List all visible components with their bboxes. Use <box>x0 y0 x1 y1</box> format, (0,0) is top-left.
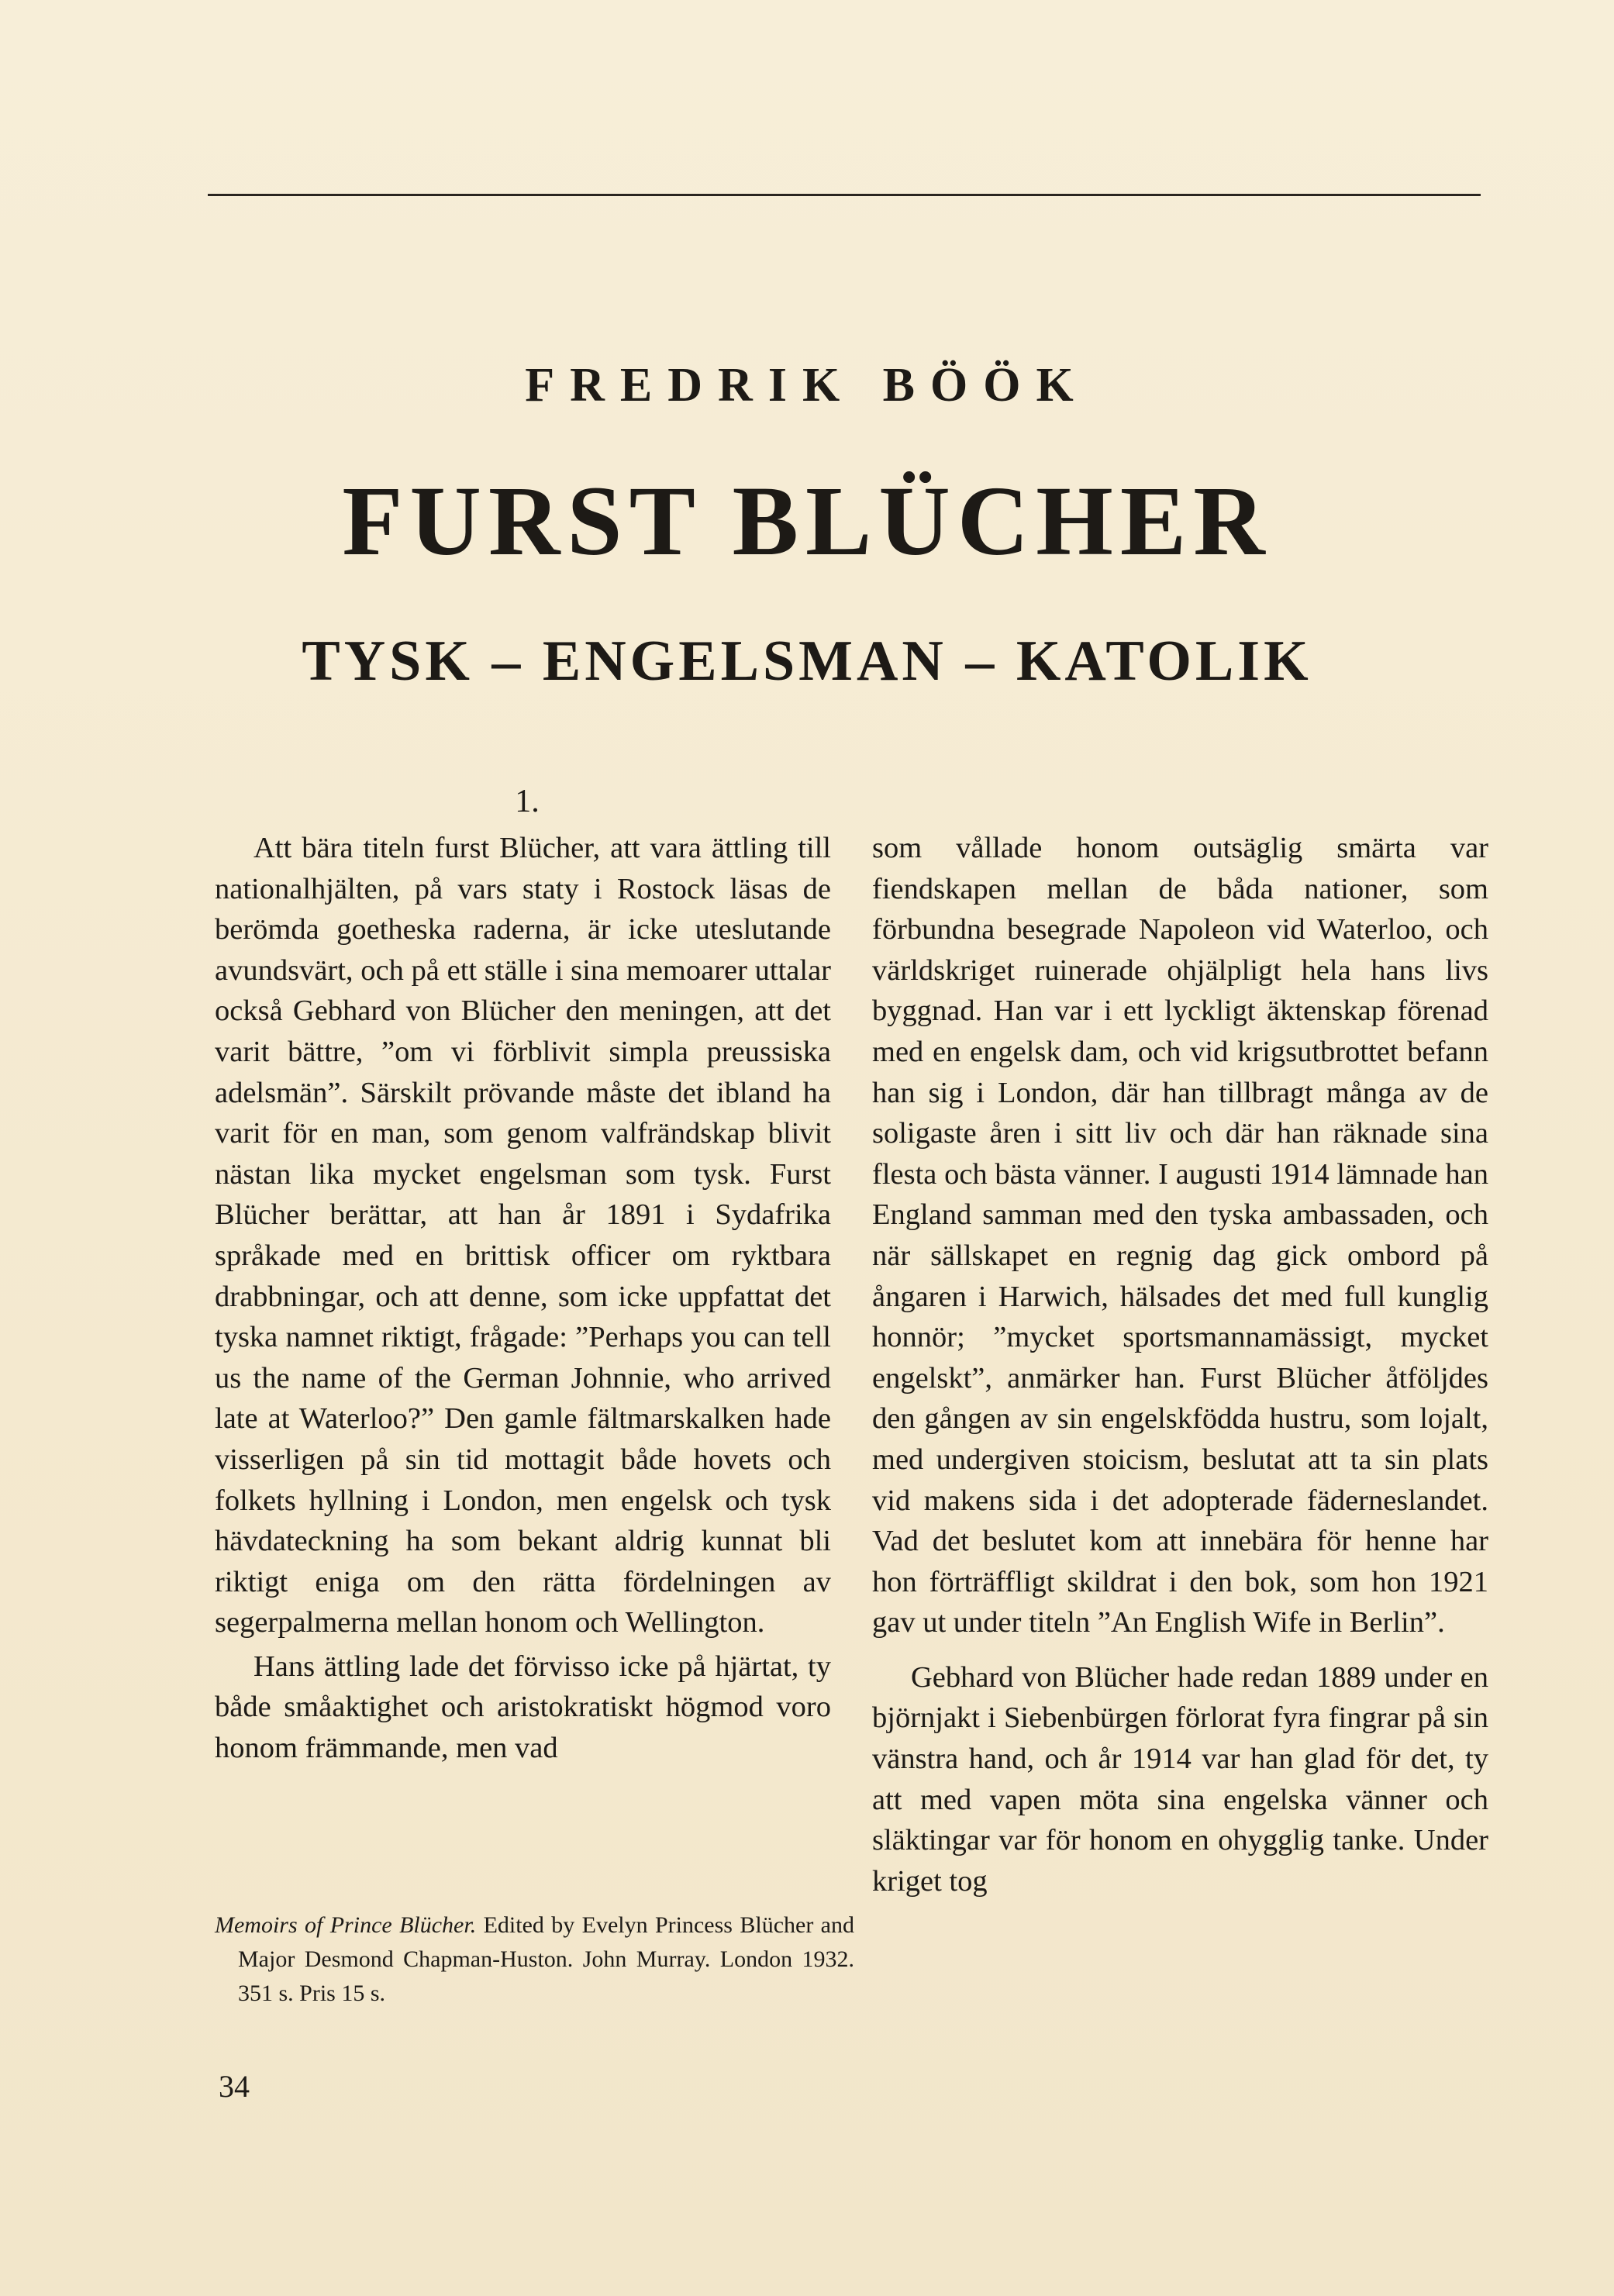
text-column-left <box>215 828 831 1769</box>
footnote-details: Edited by Evelyn Princess Blücher and Major Desmond Chapman-Huston. John Murray. London 1932. 351 s. Pris 15 s. <box>238 1912 854 2006</box>
page-number: 34 <box>219 2069 250 2104</box>
paragraph: Att bära titeln furst Blücher, att vara ättling till nationalhjälten, på vars staty i Rostock läsas de berömda goetheska raderna, är icke uteslutande avundsvärt, och på ett ställe i sina memoarer uttalar också Gebhard von Blücher den meningen, att det varit bättre, ”om vi förblivit simpla preussiska adelsmän”. Särskilt prövande måste det ibland ha varit för en man, som genom valfrändskap blivit nästan lika mycket engelsman som tysk. Furst Blücher berättar, att han år 1891 i Sydafrika språkade med en brittisk officer om ryktbara drabbningar, och att denne, som icke uppfattat det tyska namnet riktigt, frågade: ”Perhaps you can tell us the name of the German Johnnie, who arrived late at Waterloo?” Den gamle fältmarskalken hade visserligen på sin tid mottagit både hovets och folkets hyllning i London, men engelsk och tysk hävdateckning ha som bekant aldrig kunnat bli riktigt eniga om den rätta fördelningen av segerpalmerna mellan honom och Wellington. <box>215 832 831 1639</box>
author-name: FREDRIK BÖÖK <box>525 359 1089 412</box>
article-subtitle: TYSK – ENGELSMAN – KATOLIK <box>302 629 1312 693</box>
paragraph: som vållade honom outsäglig smärta var fiendskapen mellan de båda nationer, som förbundna besegrade Napoleon vid Waterloo, och världskriget ruinerade ohjälpligt hela hans livs byggnad. Han var i ett lyckligt äktenskap förenad med en engelsk dam, och vid krigsutbrottet befann han sig i London, där han tillbragt många av de soligaste åren i sitt liv och där han räknade sina flesta och bästa vänner. I augusti 1914 lämnade han England samman med den tyska ambassaden, och när sällskapet en regnig dag gick ombord på ångaren i Harwich, hälsades det med full kunglig honnör; ”mycket sportsmannamässigt, mycket engelskt”, anmärker han. Furst Blücher åtföljdes den gången av sin engelskfödda hustru, som lojalt, med undergiven stoicism, beslutat att ta sin plats vid makens sida i det adopterade fäderneslandet. Vad det beslutet kom att innebära för henne har hon förträffligt skildrat i den bok, som hon 1921 gav ut under titeln ”An English Wife in Berlin”. <box>872 832 1488 1639</box>
text-column-right <box>872 828 1488 1901</box>
section-number: 1. <box>515 784 540 819</box>
article-title: FURST BLÜCHER <box>342 466 1272 576</box>
paragraph: Hans ättling lade det förvisso icke på hjärtat, ty både småaktighet och aristokratiskt högmod voro honom främmande, men vad <box>215 1650 831 1765</box>
header-rule <box>208 194 1481 196</box>
footnote-book-title: Memoirs of Prince Blücher. <box>215 1912 477 1938</box>
paragraph: Gebhard von Blücher hade redan 1889 under en björnjakt i Siebenbürgen förlorat fyra fingrar på sin vänstra hand, och år 1914 var han glad för det, ty att med vapen möta sina engelska vänner och släktingar var för honom en ohygglig tanke. Under kriget tog <box>872 1660 1488 1898</box>
footnote <box>215 1908 854 2011</box>
